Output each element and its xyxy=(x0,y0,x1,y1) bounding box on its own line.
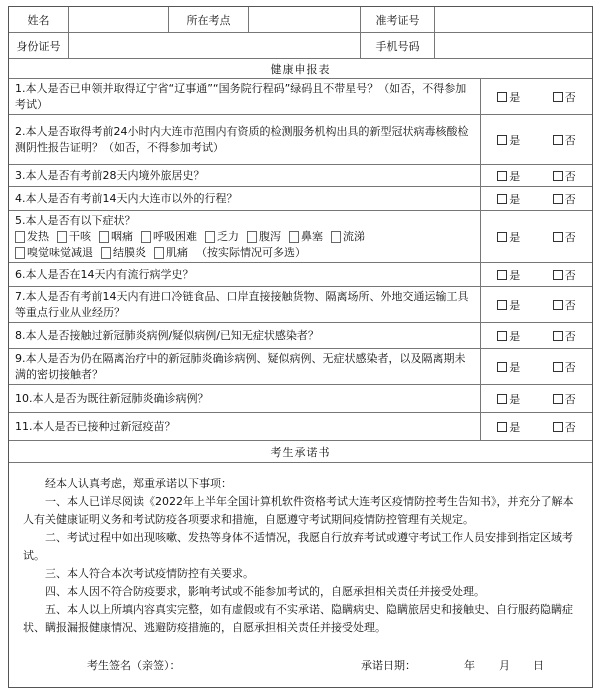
no-label: 否 xyxy=(564,329,576,343)
symptom-checkbox[interactable] xyxy=(331,230,365,243)
checkbox-box xyxy=(15,247,25,259)
question-text: 5.本人是否有以下症状？ xyxy=(15,214,136,227)
question-text: 10.本人是否为既往新冠肺炎确诊病例？ xyxy=(15,391,209,405)
admission-label: 准考证号 xyxy=(375,13,420,27)
checkbox-box xyxy=(553,394,563,404)
symptom-label: 干咳 xyxy=(69,230,91,243)
symptom-checkbox[interactable] xyxy=(154,246,188,259)
question-row-3 xyxy=(9,165,592,187)
health-declaration-form xyxy=(8,6,593,688)
checkbox-box xyxy=(553,135,563,145)
pledge-item-1: 一、本人已详尽阅读《2022年上半年全国计算机软件资格考试大连考区疫情防控考生告知书》，并充分了解本人有关健康证明义务和考试防疫各项要求和措施，自愿遵守考试期间疫情防控管理有关规定。 xyxy=(23,495,574,526)
admission-field[interactable] xyxy=(435,7,592,32)
yes-checkbox[interactable] xyxy=(497,359,520,375)
pledge-item-4: 四、本人因不符合防疫要求，影响考试或不能参加考试的，自愿承担相关责任并接受处理。 xyxy=(45,585,485,598)
checkbox-box xyxy=(154,247,164,259)
symptom-checkbox[interactable] xyxy=(57,230,91,243)
no-checkbox[interactable] xyxy=(553,267,576,283)
symptom-label: 发热 xyxy=(27,230,49,243)
yes-checkbox[interactable] xyxy=(497,132,520,148)
checkbox-box xyxy=(553,171,563,181)
signature-row xyxy=(9,655,592,679)
symptom-label: 嗅觉味觉减退 xyxy=(27,246,93,259)
checkbox-box xyxy=(497,300,507,310)
symptom-checkbox[interactable] xyxy=(141,230,197,243)
symptom-label: 乏力 xyxy=(217,230,239,243)
checkbox-box xyxy=(289,231,299,243)
checkbox-box xyxy=(553,232,563,242)
yes-label: 是 xyxy=(509,268,521,282)
no-checkbox[interactable] xyxy=(553,229,576,245)
question-row-2 xyxy=(9,115,592,165)
question-row-9 xyxy=(9,349,592,385)
checkbox-box xyxy=(99,231,109,243)
yes-checkbox[interactable] xyxy=(497,297,520,313)
checkbox-box xyxy=(553,300,563,310)
yes-checkbox[interactable] xyxy=(497,168,520,184)
admission-label-cell xyxy=(361,7,435,32)
no-label: 否 xyxy=(564,169,576,183)
checkbox-box xyxy=(497,331,507,341)
sign-label: 考生签名（亲签）： xyxy=(87,659,181,672)
month-label: 月 xyxy=(499,659,510,672)
no-checkbox[interactable] xyxy=(553,359,576,375)
no-checkbox[interactable] xyxy=(553,328,576,344)
symptom-label: 肌痛 xyxy=(166,246,188,259)
question-text: 11.本人是否已接种过新冠疫苗？ xyxy=(15,419,176,433)
no-label: 否 xyxy=(564,133,576,147)
checkbox-box xyxy=(497,92,507,102)
symptom-label: 结膜炎 xyxy=(113,246,146,259)
yes-checkbox[interactable] xyxy=(497,267,520,283)
pledge-title: 考生承诺书 xyxy=(270,445,331,459)
checkbox-box xyxy=(497,270,507,280)
question-text: 4.本人是否有考前14天内大连市以外的行程？ xyxy=(15,191,238,205)
symptom-note: （按实际情况可多选） xyxy=(196,246,306,259)
day-label: 日 xyxy=(533,659,544,672)
checkbox-box xyxy=(497,135,507,145)
yes-label: 是 xyxy=(509,90,521,104)
symptom-checkbox[interactable] xyxy=(101,246,146,259)
no-checkbox[interactable] xyxy=(553,132,576,148)
question-text: 3.本人是否有考前28天内境外旅居史？ xyxy=(15,168,205,182)
yes-checkbox[interactable] xyxy=(497,229,520,245)
yes-label: 是 xyxy=(509,230,521,244)
question-row-8 xyxy=(9,323,592,349)
checkbox-box xyxy=(57,231,67,243)
no-label: 否 xyxy=(564,298,576,312)
no-label: 否 xyxy=(564,360,576,374)
question-row-1 xyxy=(9,79,592,115)
phone-label: 手机号码 xyxy=(375,39,420,53)
yes-label: 是 xyxy=(509,329,521,343)
checkbox-box xyxy=(497,232,507,242)
checkbox-box xyxy=(141,231,151,243)
exam-site-label-cell xyxy=(169,7,249,32)
question-row-10 xyxy=(9,385,592,413)
yes-label: 是 xyxy=(509,192,521,206)
checkbox-box xyxy=(331,231,341,243)
checkbox-box xyxy=(553,362,563,372)
yes-label: 是 xyxy=(509,169,521,183)
symptom-checkbox[interactable] xyxy=(15,246,93,259)
yes-checkbox[interactable] xyxy=(497,391,520,407)
no-checkbox[interactable] xyxy=(553,391,576,407)
question-text: 7.本人是否有考前14天内有进口冷链食品、口岸直接接触货物、隔离场所、外地交通运输工具等重点行业从业经历？ xyxy=(15,289,469,319)
question-row-6 xyxy=(9,263,592,287)
checkbox-box xyxy=(497,194,507,204)
no-label: 否 xyxy=(564,90,576,104)
pledge-item-2: 二、考试过程中如出现咳嗽、发热等身体不适情况，我愿自行放弃考试或遵守考试工作人员安排到指定区域考试。 xyxy=(23,531,573,562)
checkbox-box xyxy=(205,231,215,243)
id-field[interactable] xyxy=(69,33,361,58)
pledge-body xyxy=(9,467,592,687)
checkbox-box xyxy=(497,362,507,372)
checkbox-box xyxy=(101,247,111,259)
health-title-cell xyxy=(9,59,592,78)
question-text: 8.本人是否接触过新冠肺炎病例/疑似病例/已知无症状感染者？ xyxy=(15,328,319,342)
symptom-checkbox[interactable] xyxy=(99,230,133,243)
yes-checkbox[interactable] xyxy=(497,191,520,207)
yes-label: 是 xyxy=(509,360,521,374)
exam-site-field[interactable] xyxy=(249,7,361,32)
pledge-intro: 经本人认真考虑，郑重承诺以下事项： xyxy=(45,477,232,490)
question-row-5 xyxy=(9,211,592,263)
id-label: 身份证号 xyxy=(16,39,61,53)
yes-label: 是 xyxy=(509,392,521,406)
symptom-checkbox[interactable] xyxy=(247,230,281,243)
symptom-label: 呼吸困难 xyxy=(153,230,197,243)
pledge-title-cell xyxy=(9,441,592,462)
pledge-title-row xyxy=(9,441,592,463)
name-label: 姓名 xyxy=(27,13,50,27)
checkbox-box xyxy=(497,394,507,404)
no-checkbox[interactable] xyxy=(553,419,576,435)
no-label: 否 xyxy=(564,192,576,206)
phone-field[interactable] xyxy=(435,33,592,58)
symptom-label: 腹泻 xyxy=(259,230,281,243)
symptom-label: 流涕 xyxy=(343,230,365,243)
question-row-7 xyxy=(9,287,592,323)
checkbox-box xyxy=(553,194,563,204)
yes-checkbox[interactable] xyxy=(497,89,520,105)
no-checkbox[interactable] xyxy=(553,191,576,207)
checkbox-box xyxy=(553,92,563,102)
no-checkbox[interactable] xyxy=(553,89,576,105)
no-label: 否 xyxy=(564,392,576,406)
question-text: 9.本人是否为仍在隔离治疗中的新冠肺炎确诊病例、疑似病例、无症状感染者，以及隔离期未满的密切接触者？ xyxy=(15,351,466,381)
checkbox-box xyxy=(497,422,507,432)
no-checkbox[interactable] xyxy=(553,168,576,184)
symptom-checkbox[interactable] xyxy=(205,230,239,243)
health-title: 健康申报表 xyxy=(270,62,331,76)
name-field[interactable] xyxy=(69,7,169,32)
checkbox-box xyxy=(553,270,563,280)
exam-site-label: 所在考点 xyxy=(186,13,231,27)
checkbox-box xyxy=(247,231,257,243)
no-label: 否 xyxy=(564,230,576,244)
question-row-4 xyxy=(9,187,592,211)
checkbox-box xyxy=(497,171,507,181)
yes-label: 是 xyxy=(509,133,521,147)
question-row-11 xyxy=(9,413,592,441)
symptom-label: 咽痛 xyxy=(111,230,133,243)
symptom-line-1 xyxy=(15,229,474,245)
yes-checkbox[interactable] xyxy=(497,419,520,435)
yes-label: 是 xyxy=(509,298,521,312)
symptom-line-2 xyxy=(15,245,474,261)
symptom-checkbox[interactable] xyxy=(15,230,49,243)
signature-field[interactable] xyxy=(199,655,339,673)
checkbox-box xyxy=(553,422,563,432)
yes-label: 是 xyxy=(509,420,521,434)
pledge-item-5: 五、本人以上所填内容真实完整，如有虚假或有不实承诺、隐瞒病史、隐瞒旅居史和接触史、自行服药隐瞒症状、瞒报漏报健康情况、逃避防疫措施的，自愿承担相关责任并接受处理。 xyxy=(23,603,573,634)
checkbox-box xyxy=(15,231,25,243)
yes-checkbox[interactable] xyxy=(497,328,520,344)
question-text: 2.本人是否取得考前24小时内大连市范围内有资质的检测服务机构出具的新型冠状病毒核酸检测阴性报告证明？（如否，不得参加考试） xyxy=(15,124,469,154)
no-checkbox[interactable] xyxy=(553,297,576,313)
no-label: 否 xyxy=(564,420,576,434)
header-row-1 xyxy=(9,7,592,33)
symptom-checkbox[interactable] xyxy=(289,230,323,243)
year-label: 年 xyxy=(464,659,475,672)
checkbox-box xyxy=(553,331,563,341)
question-text: 6.本人是否在14天内有流行病学史？ xyxy=(15,267,194,281)
health-title-row xyxy=(9,59,592,79)
phone-label-cell xyxy=(361,33,435,58)
id-label-cell xyxy=(9,33,69,58)
header-row-2 xyxy=(9,33,592,59)
name-label-cell xyxy=(9,7,69,32)
date-label: 承诺日期： xyxy=(361,659,416,672)
symptom-label: 鼻塞 xyxy=(301,230,323,243)
pledge-item-3: 三、本人符合本次考试疫情防控有关要求。 xyxy=(45,567,254,580)
no-label: 否 xyxy=(564,268,576,282)
question-text: 1.本人是否已申领并取得辽宁省“辽事通”“国务院行程码”绿码且不带星号？（如否，不得参加考试） xyxy=(15,81,467,111)
